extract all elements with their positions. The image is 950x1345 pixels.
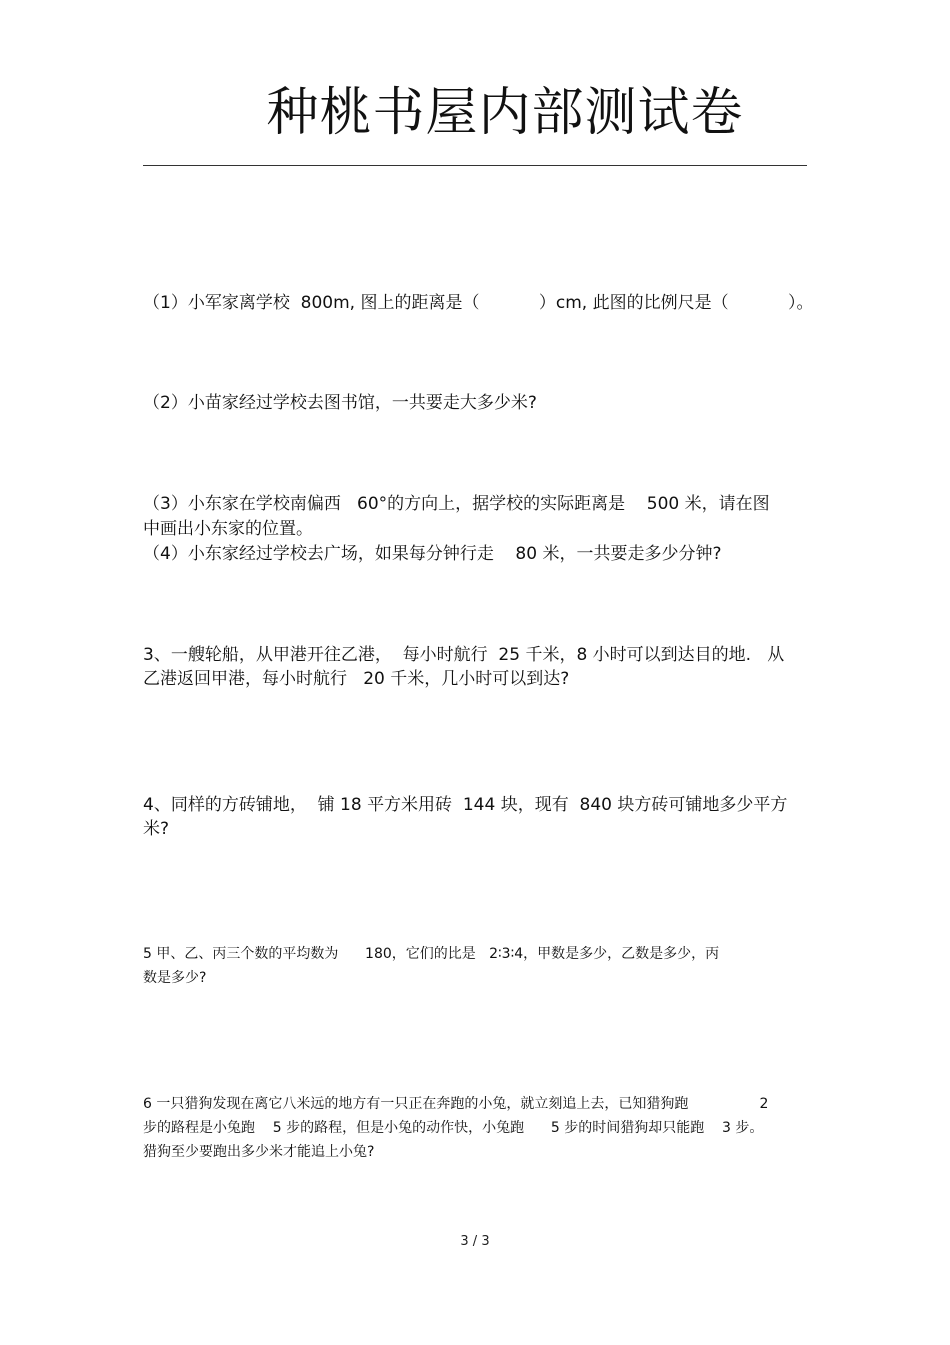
question-1-4: （4）小东家经过学校去广场，如果每分钟行走 80 米，一共要走多少分钟? <box>143 544 722 564</box>
question-5-line-1: 5 甲、乙、丙三个数的平均数为 180，它们的比是 2∶3∶4，甲数是多少，乙数是多少，丙 <box>143 946 720 962</box>
page-number: 3 / 3 <box>460 1234 490 1249</box>
question-5-line-2: 数是多少? <box>143 970 207 986</box>
document-title: 种桃书屋内部测试卷 <box>266 83 744 143</box>
title-divider <box>143 165 807 166</box>
question-6-line-2: 步的路程是小兔跑 5 步的路程，但是小兔的动作快，小兔跑 5 步的时间猎狗却只能跑 3 步。 <box>143 1120 764 1136</box>
question-4-line-2: 米? <box>143 819 170 839</box>
question-6-line-3: 猎狗至少要跑出多少米才能追上小兔? <box>143 1144 375 1160</box>
question-1-1: （1）小军家离学校 800m, 图上的距离是（ ）cm, 此图的比例尺是（ ）。 <box>143 293 814 313</box>
question-6-line-1: 6 一只猎狗发现在离它八米远的地方有一只正在奔跑的小兔，就立刻追上去，已知猎狗跑 2 <box>143 1096 769 1112</box>
question-1-2: （2）小苗家经过学校去图书馆，一共要走大多少米? <box>143 393 537 413</box>
question-3-line-1: 3、一艘轮船，从甲港开往乙港， 每小时航行 25 千米，8 小时可以到达目的地. 从 <box>143 645 785 665</box>
question-4-line-1: 4、同样的方砖铺地， 铺 18 平方米用砖 144 块，现有 840 块方砖可铺地多少平方 <box>143 795 788 815</box>
question-1-3-line-1: （3）小东家在学校南偏西 60°的方向上，据学校的实际距离是 500 米，请在图 <box>143 494 770 514</box>
question-1-3-line-2: 中画出小东家的位置。 <box>143 519 313 539</box>
question-3-line-2: 乙港返回甲港，每小时航行 20 千米，几小时可以到达? <box>143 669 570 689</box>
